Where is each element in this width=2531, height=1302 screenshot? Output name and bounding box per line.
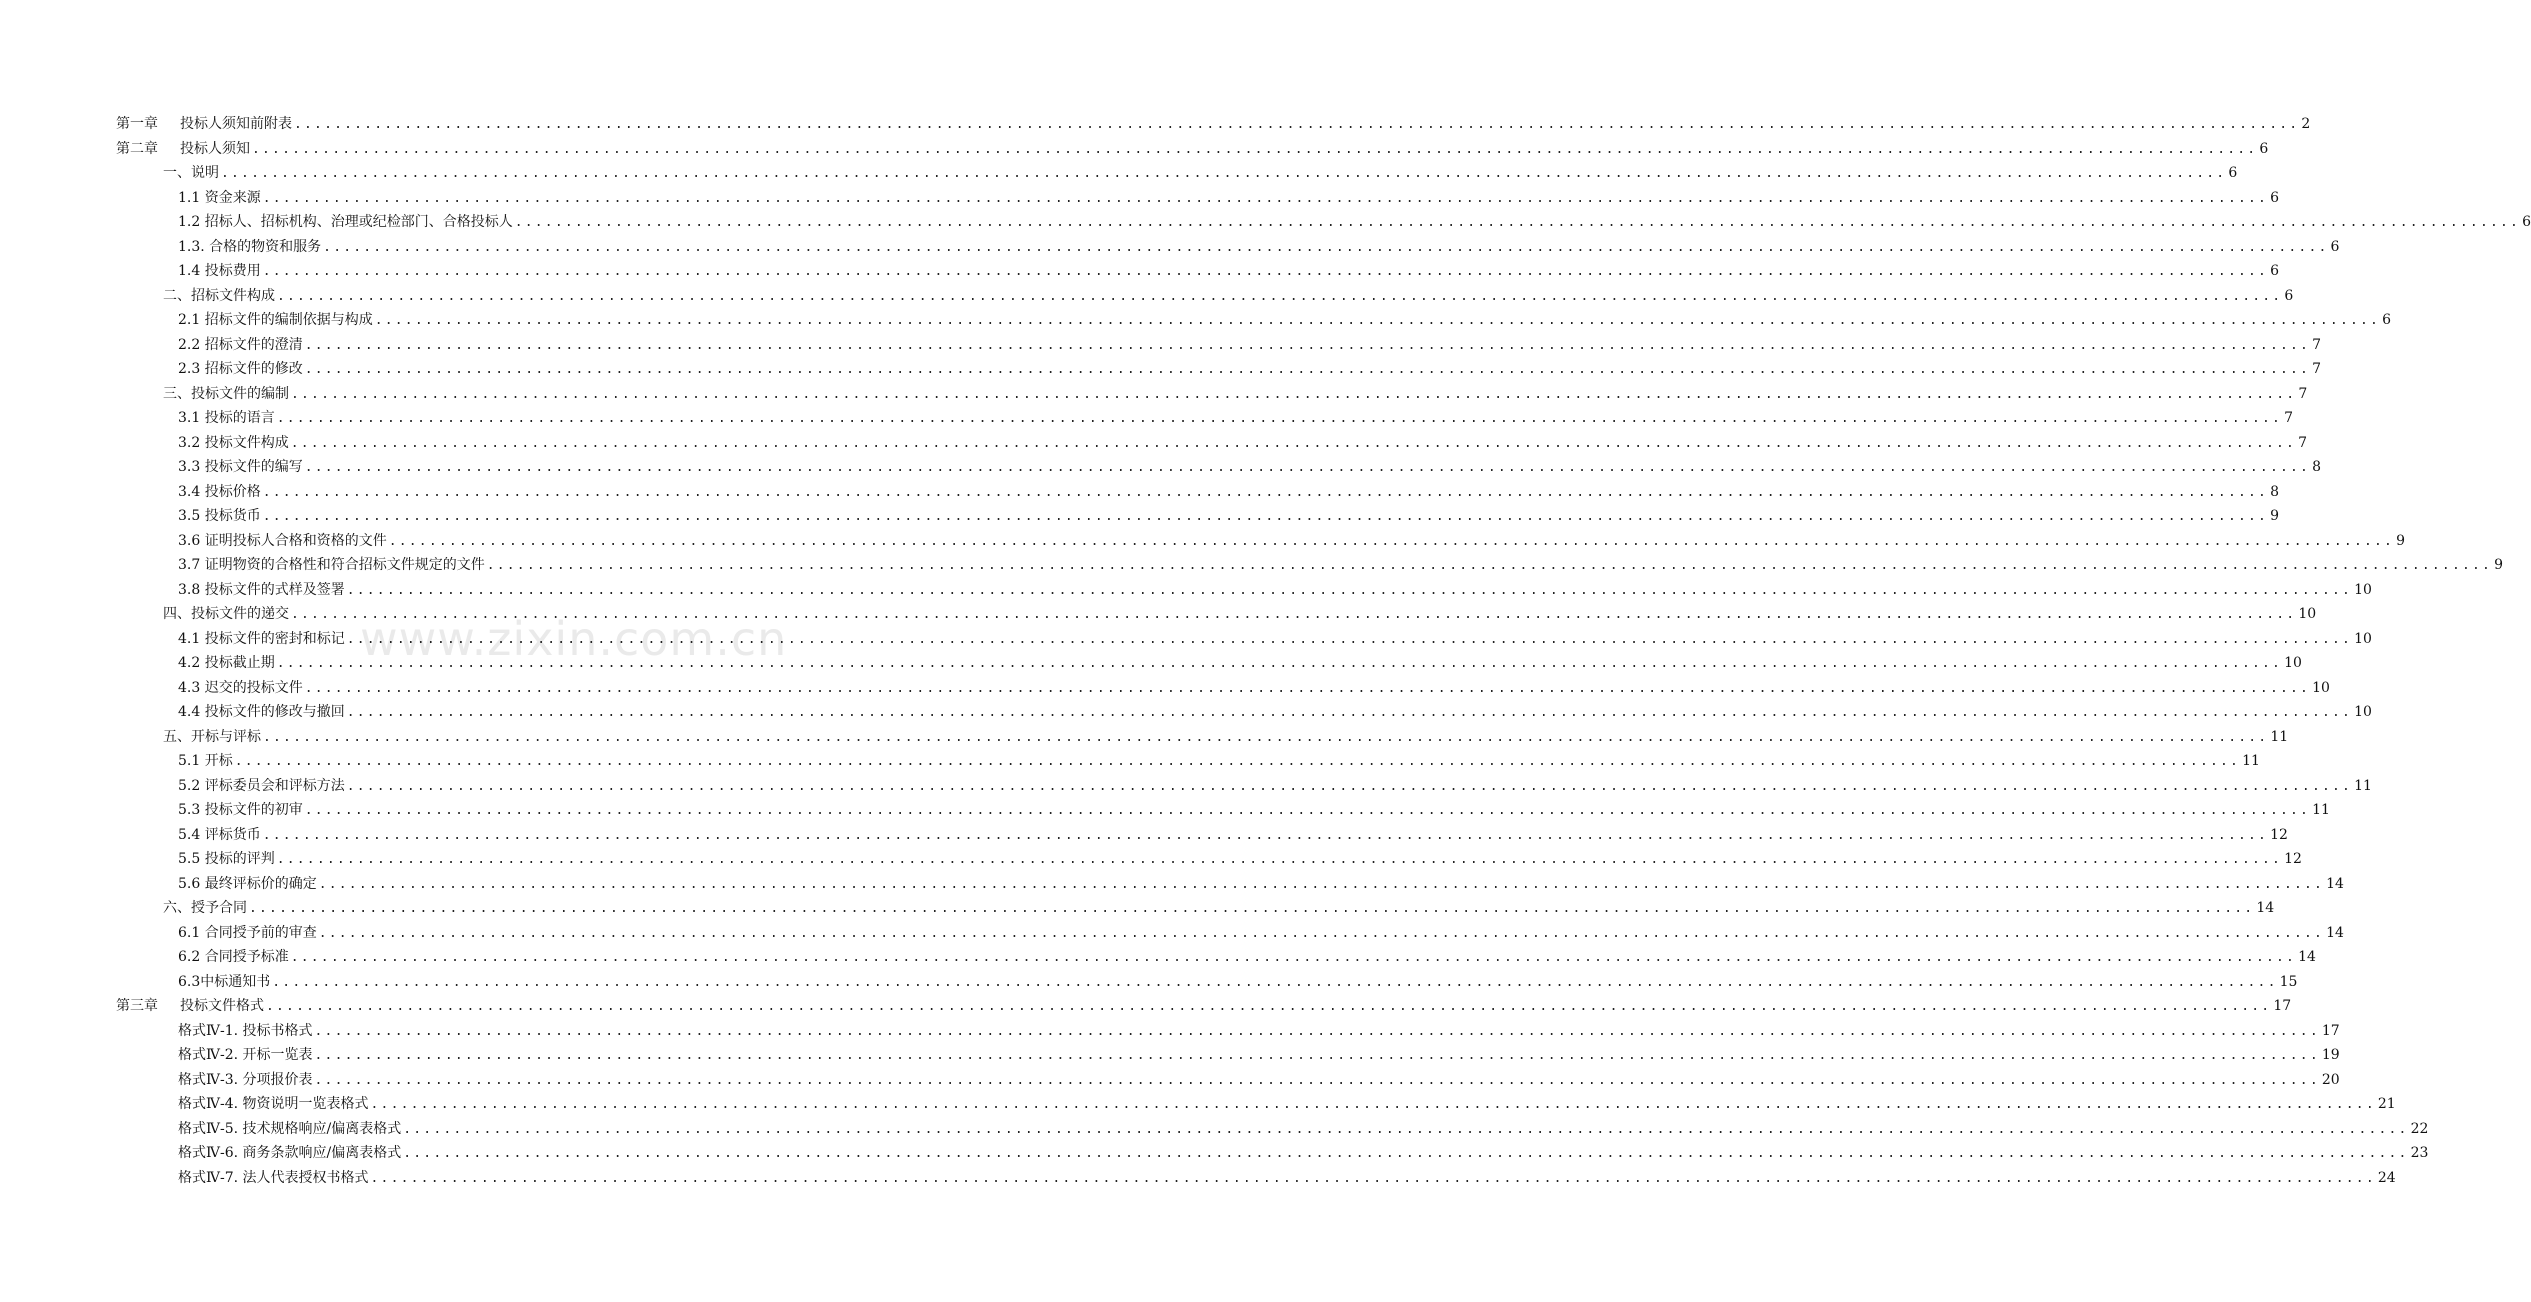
toc-entry-title: 5.3 投标文件的初审	[178, 802, 303, 819]
toc-entry-label	[116, 997, 266, 1015]
toc-entry-title: 6.2 合同授予标准	[178, 949, 289, 966]
toc-dot-leader: ........................................................................................................................................................................................................	[370, 1097, 2376, 1113]
toc-dot-leader: ........................................................................................................................................................................................................	[318, 925, 2325, 941]
toc-page-number: 10	[2298, 606, 2317, 623]
toc-subsection-entry[interactable]	[178, 774, 2372, 799]
toc-chapter-entry[interactable]	[116, 137, 2269, 162]
toc-entry-title: 投标文件格式	[180, 998, 264, 1015]
toc-page-number: 17	[2273, 998, 2292, 1015]
toc-dot-leader: ........................................................................................................................................................................................................	[346, 582, 2353, 598]
toc-entry-label	[178, 752, 235, 770]
toc-subsection-entry[interactable]	[178, 578, 2372, 603]
toc-subsection-entry[interactable]	[178, 1019, 2340, 1044]
toc-subsection-entry[interactable]	[178, 1117, 2429, 1142]
toc-entry-label	[178, 507, 263, 525]
toc-subsection-entry[interactable]	[178, 259, 2279, 284]
toc-section-entry[interactable]	[163, 602, 2317, 627]
toc-page-number: 6	[2382, 312, 2391, 329]
toc-section-entry[interactable]	[163, 284, 2294, 309]
toc-page-number: 6	[2228, 165, 2238, 182]
toc-page-number: 10	[2354, 630, 2372, 647]
toc-page-number: 17	[2321, 1022, 2340, 1039]
toc-entry-label	[178, 581, 347, 599]
toc-entry-label	[178, 238, 323, 256]
toc-entry-title: 2.1 招标文件的编制依据与构成	[178, 312, 373, 329]
toc-entry-label	[178, 336, 305, 354]
toc-entry-title: 3.2 投标文件构成	[178, 434, 289, 451]
toc-dot-leader: ........................................................................................................................................................................................................	[266, 999, 2272, 1015]
toc-subsection-entry[interactable]	[178, 455, 2321, 480]
toc-entry-title: 4.3 迟交的投标文件	[178, 679, 303, 696]
watermark: www.zixin.com.cn	[360, 612, 788, 666]
toc-entry-label	[178, 630, 347, 648]
toc-subsection-entry[interactable]	[178, 847, 2302, 872]
toc-page-number: 14	[2298, 949, 2316, 966]
toc-page-number: 12	[2270, 826, 2288, 843]
toc-entry-title: 1.1 资金来源	[178, 189, 261, 206]
toc-subsection-entry[interactable]	[178, 504, 2279, 529]
toc-page-number: 6	[2270, 263, 2279, 280]
toc-entry-label	[178, 434, 291, 452]
toc-entry-label	[178, 213, 515, 231]
toc-subsection-entry[interactable]	[178, 235, 2340, 260]
toc-page-number: 9	[2270, 508, 2279, 525]
toc-entry-title: 3.1 投标的语言	[178, 410, 275, 427]
toc-page-number: 9	[2396, 532, 2405, 549]
toc-subsection-entry[interactable]	[178, 1068, 2340, 1093]
toc-entry-title: 投标人须知	[180, 140, 250, 157]
toc-page-number: 11	[2242, 753, 2260, 770]
toc-entry-label	[178, 826, 263, 844]
toc-entry-label	[178, 1120, 403, 1138]
toc-entry-title: 2.3 招标文件的修改	[178, 361, 303, 378]
toc-entry-label	[178, 1046, 315, 1064]
toc-page-number: 14	[2256, 900, 2275, 917]
toc-dot-leader: ........................................................................................................................................................................................................	[290, 950, 2297, 966]
toc-entry-label	[178, 1144, 403, 1162]
toc-subsection-entry[interactable]	[178, 529, 2405, 554]
toc-dot-leader: ........................................................................................................................................................................................................	[314, 1048, 2320, 1064]
toc-dot-leader: ........................................................................................................................................................................................................	[272, 974, 2278, 990]
toc-dot-leader: ........................................................................................................................................................................................................	[262, 509, 2269, 525]
toc-dot-leader: ........................................................................................................................................................................................................	[291, 607, 2297, 623]
toc-subsection-entry[interactable]	[178, 333, 2321, 358]
toc-dot-leader: ........................................................................................................................................................................................................	[346, 631, 2353, 647]
toc-entry-label	[178, 360, 305, 378]
toc-subsection-entry[interactable]	[178, 357, 2321, 382]
toc-entry-title: 3.6 证明投标人合格和资格的文件	[178, 532, 387, 549]
toc-dot-leader: ........................................................................................................................................................................................................	[276, 656, 2283, 672]
toc-subsection-entry[interactable]	[178, 651, 2302, 676]
toc-dot-leader: ........................................................................................................................................................................................................	[318, 876, 2325, 892]
toc-entry-label	[178, 850, 277, 868]
toc-entry-title: 3.7 证明物资的合格性和符合招标文件规定的文件	[178, 557, 485, 574]
toc-chapter-entry[interactable]	[116, 994, 2292, 1019]
toc-page-number: 12	[2284, 851, 2302, 868]
toc-entry-title: 格式Ⅳ-1. 投标书格式	[178, 1022, 313, 1039]
toc-page-number: 23	[2410, 1145, 2429, 1162]
toc-page-number: 7	[2298, 385, 2308, 402]
toc-dot-leader: ........................................................................................................................................................................................................	[304, 460, 2311, 476]
toc-entry-label	[178, 483, 263, 501]
toc-page-number: 6	[2330, 238, 2340, 255]
toc-entry-title: 6.1 合同授予前的审查	[178, 924, 317, 941]
toc-page-number: 10	[2284, 655, 2302, 672]
toc-dot-leader: ........................................................................................................................................................................................................	[262, 190, 2269, 206]
toc-entry-label	[178, 1095, 371, 1113]
toc-dot-leader: ........................................................................................................................................................................................................	[262, 827, 2269, 843]
toc-subsection-entry[interactable]	[178, 186, 2279, 211]
toc-dot-leader: ........................................................................................................................................................................................................	[290, 435, 2297, 451]
toc-entry-label	[116, 140, 252, 158]
toc-entry-title: 投标人须知前附表	[180, 116, 292, 133]
toc-dot-leader: ........................................................................................................................................................................................................	[323, 239, 2329, 255]
toc-dot-leader: ........................................................................................................................................................................................................	[314, 1072, 2320, 1088]
toc-entry-label	[178, 262, 263, 280]
toc-entry-label	[178, 801, 305, 819]
toc-entry-label	[178, 703, 347, 721]
toc-page-number: 6	[2259, 140, 2269, 157]
toc-dot-leader: ........................................................................................................................................................................................................	[276, 411, 2283, 427]
toc-subsection-entry[interactable]	[178, 1141, 2429, 1166]
toc-dot-leader: ........................................................................................................................................................................................................	[486, 558, 2493, 574]
toc-subsection-entry[interactable]	[178, 921, 2344, 946]
toc-subsection-entry[interactable]	[178, 1092, 2396, 1117]
toc-dot-leader: ........................................................................................................................................................................................................	[346, 705, 2353, 721]
toc-entry-label	[178, 973, 272, 991]
toc-subsection-entry[interactable]	[178, 700, 2372, 725]
toc-dot-leader: ........................................................................................................................................................................................................	[304, 680, 2311, 696]
toc-entry-label	[163, 605, 291, 623]
table-of-contents	[0, 112, 2531, 1190]
toc-entry-label	[163, 899, 249, 917]
toc-dot-leader: ........................................................................................................................................................................................................	[234, 754, 2241, 770]
toc-dot-leader: ........................................................................................................................................................................................................	[249, 901, 2255, 917]
toc-entry-label	[116, 115, 294, 133]
toc-entry-label	[178, 1169, 371, 1187]
toc-entry-label	[178, 1022, 315, 1040]
toc-entry-title: 四、投标文件的递交	[163, 606, 289, 623]
toc-entry-title: 4.1 投标文件的密封和标记	[178, 630, 345, 647]
toc-dot-leader: ........................................................................................................................................................................................................	[294, 117, 2300, 133]
toc-subsection-entry[interactable]	[178, 676, 2330, 701]
toc-page-number: 20	[2321, 1071, 2340, 1088]
toc-dot-leader: ........................................................................................................................................................................................................	[252, 141, 2258, 157]
toc-entry-title: 格式Ⅳ-6. 商务条款响应/偏离表格式	[178, 1145, 402, 1162]
toc-subsection-entry[interactable]	[178, 431, 2307, 456]
toc-entry-label	[178, 556, 487, 574]
toc-entry-title: 五、开标与评标	[163, 728, 261, 745]
toc-subsection-entry[interactable]	[178, 1043, 2340, 1068]
toc-entry-label	[178, 777, 347, 795]
toc-subsection-entry[interactable]	[178, 210, 2531, 235]
toc-subsection-entry[interactable]	[178, 945, 2316, 970]
toc-entry-label	[163, 385, 291, 403]
toc-dot-leader: ........................................................................................................................................................................................................	[514, 215, 2521, 231]
toc-subsection-entry[interactable]	[178, 308, 2391, 333]
toc-entry-title: 1.3. 合格的物资和服务	[178, 238, 322, 255]
toc-entry-title: 1.4 投标费用	[178, 263, 261, 280]
toc-entry-title: 5.2 评标委员会和评标方法	[178, 777, 345, 794]
toc-dot-leader: ........................................................................................................................................................................................................	[403, 1146, 2409, 1162]
toc-dot-leader: ........................................................................................................................................................................................................	[263, 729, 2269, 745]
toc-entry-title: 格式Ⅳ-5. 技术规格响应/偏离表格式	[178, 1120, 402, 1137]
toc-subsection-entry[interactable]	[178, 749, 2260, 774]
toc-entry-title: 4.2 投标截止期	[178, 655, 275, 672]
toc-entry-title: 1.2 招标人、招标机构、治理或纪检部门、合格投标人	[178, 214, 513, 231]
toc-entry-label	[163, 728, 263, 746]
toc-dot-leader: ........................................................................................................................................................................................................	[314, 1023, 2320, 1039]
toc-dot-leader: ........................................................................................................................................................................................................	[370, 1170, 2376, 1186]
toc-page-number: 8	[2312, 459, 2321, 476]
toc-section-entry[interactable]	[163, 725, 2289, 750]
toc-section-entry[interactable]	[163, 161, 2238, 186]
toc-page-number: 24	[2377, 1169, 2396, 1186]
toc-page-number: 19	[2321, 1047, 2340, 1064]
toc-page-number: 7	[2312, 336, 2321, 353]
toc-entry-title: 格式Ⅳ-7. 法人代表授权书格式	[178, 1169, 369, 1186]
toc-entry-title: 一、说明	[163, 165, 219, 182]
toc-subsection-entry[interactable]	[178, 553, 2503, 578]
toc-dot-leader: ........................................................................................................................................................................................................	[291, 386, 2297, 402]
toc-page-number: 22	[2410, 1120, 2429, 1137]
toc-entry-title: 4.4 投标文件的修改与撤回	[178, 704, 345, 721]
toc-page-number: 7	[2284, 410, 2293, 427]
toc-page-number: 14	[2326, 875, 2344, 892]
toc-entry-label	[178, 875, 319, 893]
toc-entry-title: 6.3中标通知书	[178, 973, 271, 990]
toc-chapter-number: 第三章	[116, 998, 158, 1015]
toc-chapter-number: 第二章	[116, 140, 158, 157]
toc-entry-title: 5.1 开标	[178, 753, 233, 770]
toc-entry-label	[178, 409, 277, 427]
toc-dot-leader: ........................................................................................................................................................................................................	[304, 337, 2311, 353]
toc-page-number: 7	[2312, 361, 2321, 378]
toc-dot-leader: ........................................................................................................................................................................................................	[346, 778, 2353, 794]
toc-page-number: 6	[2522, 214, 2531, 231]
toc-entry-label	[163, 287, 277, 305]
toc-subsection-entry[interactable]	[178, 1166, 2396, 1191]
toc-dot-leader: ........................................................................................................................................................................................................	[277, 288, 2283, 304]
toc-dot-leader: ........................................................................................................................................................................................................	[262, 264, 2269, 280]
toc-entry-label	[163, 164, 221, 182]
toc-entry-label	[178, 458, 305, 476]
toc-entry-title: 5.4 评标货币	[178, 826, 261, 843]
toc-page-number: 10	[2354, 581, 2372, 598]
toc-dot-leader: ........................................................................................................................................................................................................	[388, 533, 2395, 549]
toc-entry-title: 5.5 投标的评判	[178, 851, 275, 868]
toc-page-number: 21	[2377, 1096, 2396, 1113]
toc-subsection-entry[interactable]	[178, 823, 2288, 848]
toc-entry-title: 3.3 投标文件的编写	[178, 459, 303, 476]
toc-subsection-entry[interactable]	[178, 970, 2298, 995]
toc-subsection-entry[interactable]	[178, 872, 2344, 897]
toc-dot-leader: ........................................................................................................................................................................................................	[276, 852, 2283, 868]
toc-section-entry[interactable]	[163, 896, 2275, 921]
toc-subsection-entry[interactable]	[178, 480, 2279, 505]
toc-entry-title: 六、授予合同	[163, 900, 247, 917]
toc-dot-leader: ........................................................................................................................................................................................................	[304, 803, 2311, 819]
toc-page-number: 7	[2298, 434, 2307, 451]
toc-entry-label	[178, 189, 263, 207]
toc-entry-title: 格式Ⅳ-2. 开标一览表	[178, 1047, 313, 1064]
toc-page-number: 11	[2270, 728, 2289, 745]
toc-dot-leader: ........................................................................................................................................................................................................	[374, 313, 2381, 329]
toc-page-number: 2	[2301, 116, 2311, 133]
toc-subsection-entry[interactable]	[178, 406, 2293, 431]
toc-entry-title: 二、招标文件构成	[163, 287, 275, 304]
toc-entry-label	[178, 532, 389, 550]
toc-dot-leader: ........................................................................................................................................................................................................	[304, 362, 2311, 378]
toc-dot-leader: ........................................................................................................................................................................................................	[221, 166, 2227, 182]
toc-entry-label	[178, 654, 277, 672]
toc-page-number: 8	[2270, 483, 2279, 500]
toc-entry-label	[178, 1071, 315, 1089]
toc-page-number: 6	[2270, 189, 2279, 206]
toc-page-number: 11	[2312, 802, 2330, 819]
toc-entry-title: 3.5 投标货币	[178, 508, 261, 525]
toc-subsection-entry[interactable]	[178, 798, 2330, 823]
toc-entry-title: 3.8 投标文件的式样及签署	[178, 581, 345, 598]
toc-page-number: 11	[2354, 777, 2372, 794]
toc-entry-title: 3.4 投标价格	[178, 483, 261, 500]
toc-dot-leader: ........................................................................................................................................................................................................	[403, 1121, 2409, 1137]
toc-entry-title: 5.6 最终评标价的确定	[178, 875, 317, 892]
toc-entry-label	[178, 948, 291, 966]
toc-dot-leader: ........................................................................................................................................................................................................	[262, 484, 2269, 500]
toc-page-number: 15	[2279, 973, 2298, 990]
toc-chapter-entry[interactable]	[116, 112, 2311, 137]
toc-page-number: 10	[2312, 679, 2330, 696]
toc-entry-label	[178, 679, 305, 697]
toc-page-number: 9	[2494, 557, 2503, 574]
toc-entry-label	[178, 924, 319, 942]
toc-entry-title: 格式Ⅳ-3. 分项报价表	[178, 1071, 313, 1088]
toc-entry-title: 格式Ⅳ-4. 物资说明一览表格式	[178, 1096, 369, 1113]
toc-section-entry[interactable]	[163, 382, 2308, 407]
toc-chapter-number: 第一章	[116, 116, 158, 133]
toc-page-number: 14	[2326, 924, 2344, 941]
toc-page-number: 10	[2354, 704, 2372, 721]
toc-subsection-entry[interactable]	[178, 627, 2372, 652]
toc-entry-title: 2.2 招标文件的澄清	[178, 336, 303, 353]
toc-entry-label	[178, 311, 375, 329]
toc-page-number: 6	[2284, 287, 2294, 304]
toc-entry-title: 三、投标文件的编制	[163, 385, 289, 402]
